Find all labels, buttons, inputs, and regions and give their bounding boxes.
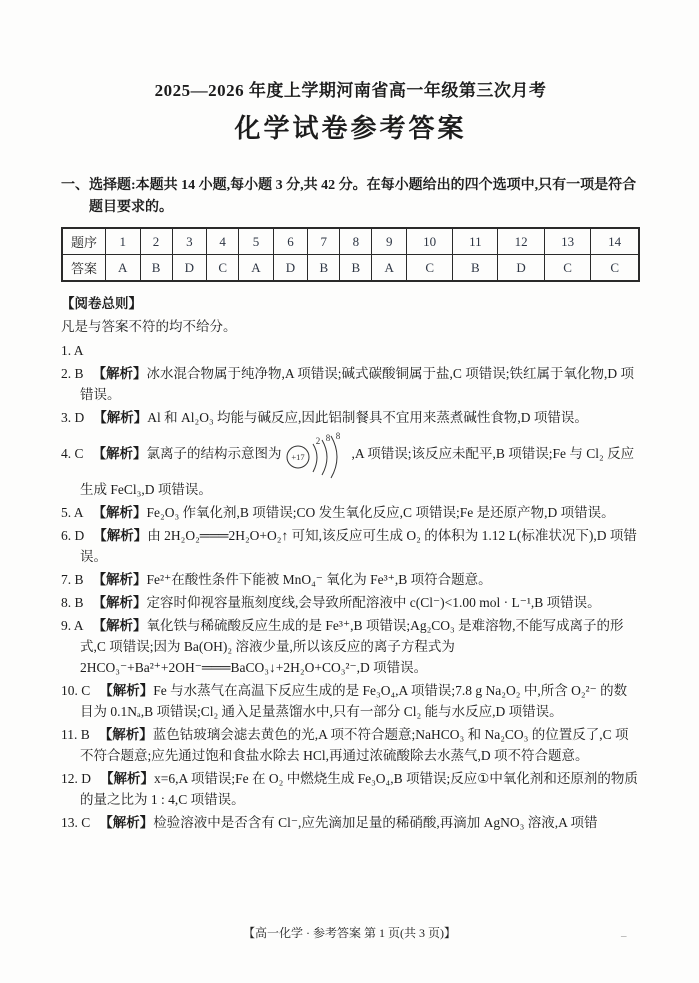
question-number-answer: 9. A (61, 618, 84, 633)
analysis-text: x=6,A 项错误;Fe 在 O₂ 中燃烧生成 Fe₃O₄,B 项错误;反应①中氧化剂和还原剂的物质的量之比为 1 : 4,C 项错误。 (80, 771, 638, 807)
table-cell: D (172, 255, 207, 282)
analysis-tag: 【解析】 (99, 683, 154, 698)
explanation-item-11 (61, 724, 640, 766)
shell-electron-count: 8 (335, 431, 340, 441)
table-cell: C (544, 255, 590, 282)
electron-shell-arc (313, 444, 317, 472)
explanation-item-4 (61, 431, 640, 500)
page-title: 化学试卷参考答案 (234, 114, 467, 143)
question-number-answer: 2. B (61, 366, 84, 381)
analysis-tag: 【解析】 (92, 446, 147, 462)
question-number-answer: 12. D (61, 771, 91, 786)
scan-artifact-dash: – (621, 930, 627, 942)
analysis-text: 氧化铁与稀硫酸反应生成的是 Fe³⁺,B 项错误;Ag₂CO₃ 是难溶物,不能写成离子的形式,C 项错误;因为 Ba(OH)₂ 溶液少量,所以该反应的离子方程式为 2HCO₃⁻+Ba²⁺+2OH⁻═══BaCO₃↓+2H₂O+CO₃²⁻,D 项错误。 (80, 618, 624, 675)
table-cell: B (140, 255, 172, 282)
question-number-answer: 1. A (61, 343, 84, 358)
explanation-item-1 (61, 340, 640, 361)
table-cell: D (498, 255, 544, 282)
table-cell: 6 (273, 228, 308, 255)
table-cell: 2 (140, 228, 172, 255)
question-number-answer: 3. D (61, 410, 85, 425)
question-number-answer: 4. C (61, 446, 84, 462)
analysis-text: 蓝色钴玻璃会滤去黄色的光,A 项不符合题意;NaHCO₃ 和 Na₂CO₃ 的位置反了,C 项不符合题意;应先通过饱和食盐水除去 HCl,再通过浓硫酸除去水蒸气,D 项不符合题意。 (80, 727, 629, 763)
table-cell: 8 (340, 228, 372, 255)
explanation-item-7 (61, 569, 640, 590)
nucleus-charge-label: +17 (290, 452, 305, 462)
analysis-text: Fe₂O₃ 作氧化剂,B 项错误;CO 发生氧化反应,C 项错误;Fe 是还原产物,D 项错误。 (146, 505, 615, 520)
table-cell: 10 (406, 228, 452, 255)
table-cell: C (591, 255, 639, 282)
grading-rules-note: 凡是与答案不符的均不给分。 (61, 319, 237, 334)
table-cell: 7 (308, 228, 340, 255)
table-cell: C (207, 255, 239, 282)
table-cell: C (406, 255, 452, 282)
analysis-tag: 【解析】 (92, 505, 147, 520)
answer-key-table (61, 227, 640, 282)
electron-shell-arc (322, 440, 327, 475)
analysis-text: ,A 项错误;该反应未配平,B 项错误;Fe 与 Cl₂ 反应生成 FeCl₃,D 项错误。 (80, 446, 635, 497)
electron-shell-arc (331, 436, 337, 478)
analysis-text: 检验溶液中是否含有 Cl⁻,应先滴加足量的稀硝酸,再滴加 AgNO₃ 溶液,A 项错 (153, 815, 598, 830)
analysis-tag: 【解析】 (92, 572, 147, 587)
chloride-ion-structure-diagram (284, 431, 350, 479)
analysis-tag: 【解析】 (99, 815, 154, 830)
analysis-text: 由 2H₂O₂═══2H₂O+O₂↑ 可知,该反应可生成 O₂ 的体积为 1.12 L(标准状况下),D 项错误。 (80, 528, 637, 564)
explanation-item-8 (61, 592, 640, 613)
analysis-tag: 【解析】 (92, 618, 147, 633)
explanation-item-6 (61, 525, 640, 567)
analysis-tag: 【解析】 (93, 410, 148, 425)
table-cell: A (106, 255, 141, 282)
table-cell: 1 (106, 228, 141, 255)
explanation-item-5 (61, 502, 640, 523)
table-cell: D (273, 255, 308, 282)
table-cell: 11 (453, 228, 498, 255)
table-cell: 4 (207, 228, 239, 255)
analysis-tag: 【解析】 (100, 771, 154, 786)
analysis-tag: 【解析】 (92, 366, 147, 381)
analysis-text: 定容时仰视容量瓶刻度线,会导致所配溶液中 c(Cl⁻)<1.00 mol · L⁻¹,B 项错误。 (146, 595, 601, 610)
exam-title: 2025—2026 年度上学期河南省高一年级第三次月考 (154, 81, 547, 100)
section-header-choice-questions: 一、选择题:本题共 14 小题,每小题 3 分,共 42 分。在每小题给出的四个选项中,只有一项是符合题目要求的。 (61, 178, 637, 215)
explanation-item-12 (61, 768, 640, 810)
analysis-text: Fe 与水蒸气在高温下反应生成的是 Fe₃O₄,A 项错误;7.8 g Na₂O₂ 中,所含 O₂²⁻ 的数目为 0.1Nₐ,B 项错误;Cl₂ 通入足量蒸馏水中,只有一部分 Cl₂ 能与水反应,D 项错误。 (80, 683, 628, 719)
table-cell: A (239, 255, 274, 282)
page-footer: 【高一化学 · 参考答案 第 1 页(共 3 页)】 (243, 926, 456, 940)
explanation-item-13 (61, 812, 640, 833)
question-number-answer: 13. C (61, 815, 91, 830)
explanation-item-10 (61, 680, 640, 722)
page-content (61, 76, 640, 833)
table-row-label: 答案 (62, 255, 106, 282)
analysis-tag: 【解析】 (92, 595, 147, 610)
table-cell: 5 (239, 228, 274, 255)
question-number-answer: 8. B (61, 595, 84, 610)
analysis-tag: 【解析】 (98, 727, 153, 742)
table-cell: 14 (591, 228, 639, 255)
table-cell: 12 (498, 228, 544, 255)
table-row-question-numbers (62, 228, 639, 255)
explanation-item-3 (61, 407, 640, 428)
question-number-answer: 5. A (61, 505, 84, 520)
table-cell: 9 (372, 228, 407, 255)
explanation-item-9 (61, 615, 640, 678)
question-number-answer: 6. D (61, 528, 85, 543)
table-cell: B (308, 255, 340, 282)
shell-electron-count: 2 (315, 436, 320, 446)
analysis-text: Al 和 Al₂O₃ 均能与碱反应,因此铝制餐具不宜用来蒸煮碱性食物,D 项错误。 (147, 410, 588, 425)
analysis-text: 冰水混合物属于纯净物,A 项错误;碱式碳酸铜属于盐,C 项错误;铁红属于氧化物,D 项错误。 (80, 366, 635, 402)
table-cell: B (453, 255, 498, 282)
table-row-answers (62, 255, 639, 282)
question-number-answer: 10. C (61, 683, 91, 698)
grading-rules-title: 【阅卷总则】 (61, 296, 142, 311)
explanation-item-2 (61, 363, 640, 405)
table-cell: 13 (544, 228, 590, 255)
table-row-label: 题序 (62, 228, 106, 255)
analysis-text: 氯离子的结构示意图为 (146, 446, 282, 462)
analysis-tag: 【解析】 (93, 528, 148, 543)
table-cell: B (340, 255, 372, 282)
question-number-answer: 7. B (61, 572, 84, 587)
table-cell: A (372, 255, 407, 282)
analysis-text: Fe²⁺在酸性条件下能被 MnO₄⁻ 氧化为 Fe³⁺,B 项符合题意。 (146, 572, 492, 587)
shell-electron-count: 8 (325, 433, 330, 443)
table-cell: 3 (172, 228, 207, 255)
question-number-answer: 11. B (61, 727, 90, 742)
